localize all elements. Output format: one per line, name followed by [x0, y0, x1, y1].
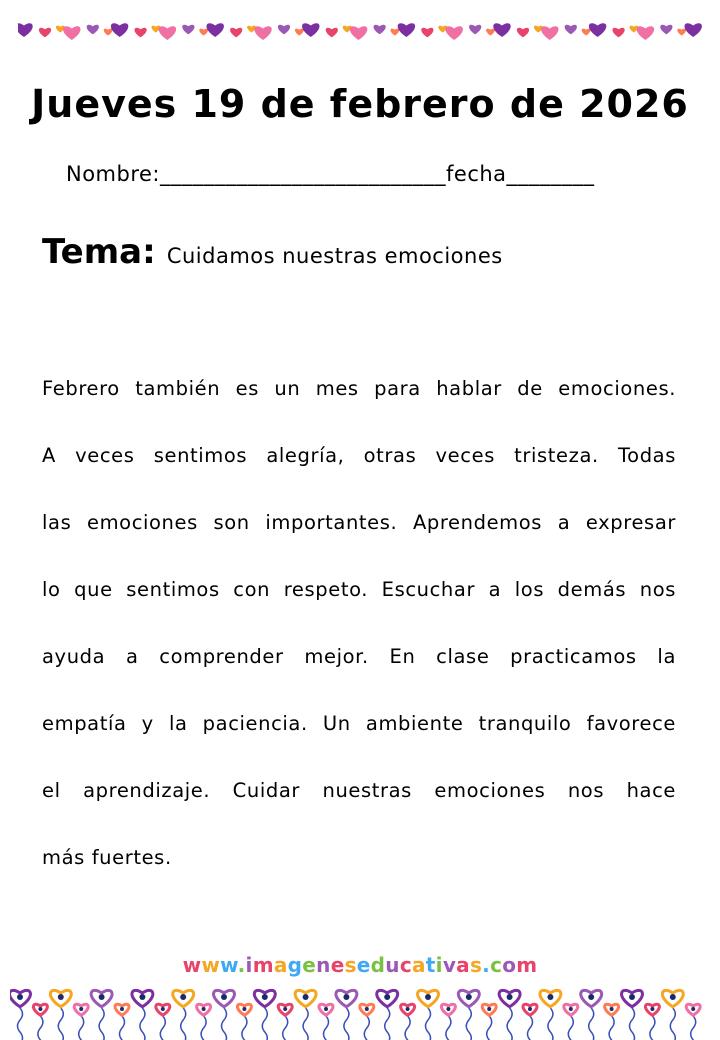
flower-border-bottom — [10, 978, 710, 1040]
heart-flower-icon — [418, 990, 439, 1040]
heart-flower-icon — [278, 1004, 292, 1040]
heart-icon — [684, 23, 701, 37]
heart-icon — [637, 26, 654, 40]
passage-line: ayuda a comprender mejor. En clase practicamos la — [42, 645, 676, 668]
website-text: www.imageneseducativas.com — [182, 953, 538, 977]
passage-line: empatía y la paciencia. Un ambiente tranquilo favorece — [42, 712, 676, 735]
heart-icon — [582, 29, 591, 36]
heart-icon — [493, 23, 510, 37]
heart-icon — [87, 25, 99, 35]
heart-flower-icon — [441, 1004, 455, 1040]
heart-flower-icon — [10, 990, 30, 1040]
heart-flower-icon — [115, 1004, 129, 1040]
topic-value: Cuidamos nuestras emociones — [166, 244, 503, 268]
heart-flower-icon — [91, 990, 112, 1040]
heart-flower-icon — [377, 990, 398, 1040]
heart-icon — [254, 26, 271, 40]
heart-flower-icon — [237, 1004, 251, 1040]
heart-flower-icon — [482, 1004, 496, 1040]
heart-flower-icon — [319, 1004, 333, 1040]
heart-icon — [677, 29, 686, 36]
heart-icon — [63, 26, 80, 40]
website-watermark — [0, 953, 720, 977]
heart-flower-icon — [254, 990, 275, 1040]
heart-flower-icon — [540, 990, 561, 1040]
heart-flower-icon — [645, 1004, 659, 1040]
heart-icon — [39, 28, 51, 38]
reading-passage — [42, 366, 676, 902]
passage-line: el aprendizaje. Cuidar nuestras emociones nos hace — [42, 779, 676, 802]
heart-icon — [517, 28, 529, 38]
heart-flower-icon — [214, 990, 235, 1040]
heart-flower-icon — [564, 1004, 578, 1040]
heart-icon — [469, 25, 481, 35]
topic-row — [42, 232, 503, 272]
heart-icon — [182, 25, 194, 35]
heart-icon — [278, 25, 290, 35]
heart-icon — [206, 23, 223, 37]
heart-icon — [398, 23, 415, 37]
heart-icon — [159, 26, 176, 40]
heart-flower-icon — [336, 990, 357, 1040]
heart-icon — [373, 25, 385, 35]
heart-flower-icon — [686, 1004, 700, 1040]
heart-flower-icon — [401, 1004, 415, 1040]
heart-flower-icon — [523, 1004, 537, 1040]
heart-icon — [302, 23, 319, 37]
heart-flower-icon — [662, 990, 683, 1040]
heart-flower-icon — [499, 990, 520, 1040]
heart-icon — [134, 28, 146, 38]
heart-icon — [391, 29, 400, 36]
heart-flower-icon — [132, 990, 153, 1040]
heart-flower-icon — [295, 990, 316, 1040]
heart-flower-icon — [173, 990, 194, 1040]
heart-icon — [660, 25, 672, 35]
heart-flower-icon — [360, 1004, 374, 1040]
page-title: Jueves 19 de febrero de 2026 — [31, 82, 689, 126]
heart-icon — [486, 29, 495, 36]
heart-icon — [350, 26, 367, 40]
heart-flower-icon — [458, 990, 479, 1040]
heart-flower-icon — [50, 990, 71, 1040]
heart-icon — [326, 28, 338, 38]
passage-line: las emociones son importantes. Aprendemos a expresar — [42, 511, 676, 534]
heart-icon — [565, 25, 577, 35]
heart-icon — [230, 28, 242, 38]
heart-icon — [18, 23, 33, 37]
heart-icon — [445, 26, 462, 40]
heart-icon — [612, 28, 624, 38]
heart-icon — [541, 26, 558, 40]
heart-icon — [104, 29, 113, 36]
heart-icon — [421, 28, 433, 38]
passage-line: A veces sentimos alegría, otras veces tristeza. Todas — [42, 444, 676, 467]
heart-flower-icon — [622, 990, 643, 1040]
heart-flower-icon — [197, 1004, 211, 1040]
heart-flower-icon — [156, 1004, 170, 1040]
heart-icon — [199, 29, 208, 36]
heart-border-top — [18, 12, 702, 46]
heart-flower-icon — [33, 1004, 47, 1040]
topic-label: Tema: — [42, 232, 156, 272]
name-date-line: Nombre:__________________________fecha________ — [66, 162, 595, 186]
heart-icon — [589, 23, 606, 37]
passage-line: más fuertes. — [42, 846, 172, 869]
heart-flower-icon — [605, 1004, 619, 1040]
passage-line: Febrero también es un mes para hablar de emociones. — [42, 377, 676, 400]
heart-flower-icon — [74, 1004, 88, 1040]
heart-icon — [111, 23, 128, 37]
heart-flower-icon — [581, 990, 602, 1040]
passage-line: lo que sentimos con respeto. Escuchar a los demás nos — [42, 578, 676, 601]
heart-icon — [295, 29, 304, 36]
